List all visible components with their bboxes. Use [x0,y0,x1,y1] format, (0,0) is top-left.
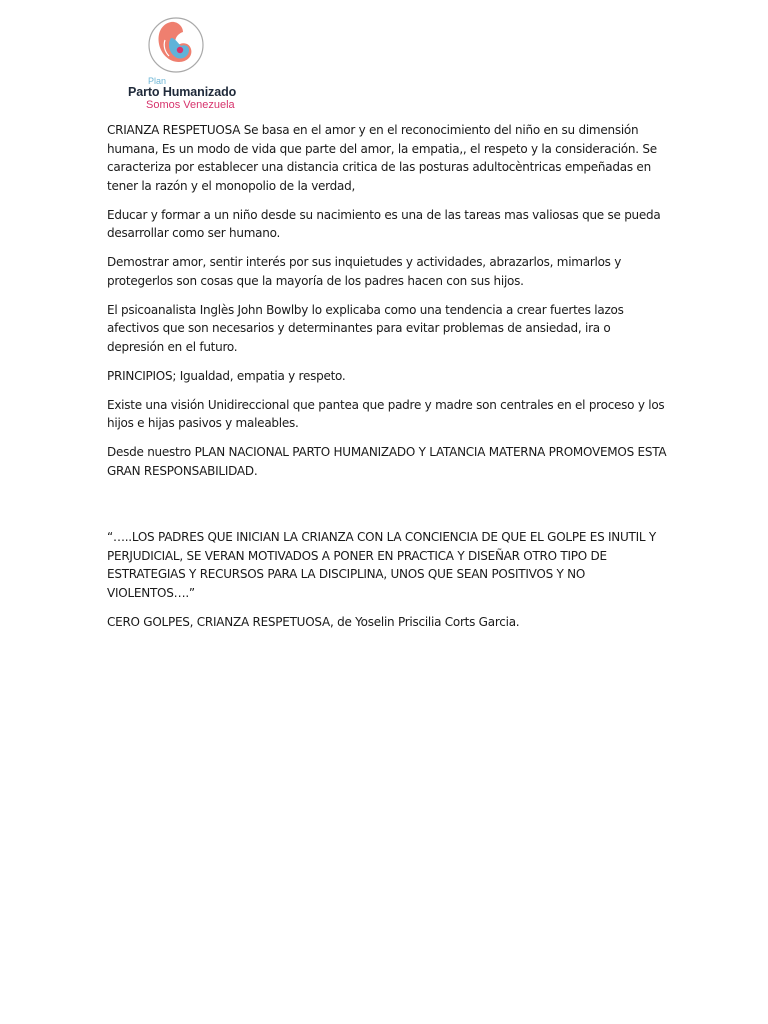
paragraph-vision-unidireccional: Existe una visión Unidireccional que pantea que padre y madre son centrales en el proceso y los hijos e hijas pasivos y maleables. [107,397,665,430]
paragraph-plan-nacional: Desde nuestro PLAN NACIONAL PARTO HUMANIZADO Y LATANCIA MATERNA PROMOVEMOS ESTA GRAN RESPONSABILIDAD. [107,445,667,478]
paragraph-principios: PRINCIPIOS; Igualdad, empatia y respeto. [107,368,346,383]
logo-title: Parto Humanizado [128,85,237,99]
logo-subtitle: Somos Venezuela [146,99,235,111]
mother-child-logo-icon [147,16,205,74]
paragraph-citation: CERO GOLPES, CRIANZA RESPETUOSA, de Yoselin Priscilia Corts Garcia. [107,614,520,629]
paragraph-educar: Educar y formar a un niño desde su nacimiento es una de las tareas mas valiosas que se pueda desarrollar como ser humano. [107,207,661,240]
logo-plan-label: Plan [148,76,167,86]
paragraph-quote: “…..LOS PADRES QUE INICIAN LA CRIANZA CON LA CONCIENCIA DE QUE EL GOLPE ES INUTIL Y PERJUDICIAL, SE VERAN MOTIVADOS A PONER EN PRACTICA Y DISEÑAR OTRO TIPO DE ESTRATEGIAS Y RECURSOS PARA LA DISCIPLINA, UNOS QUE SEAN POSITIVOS Y NO VIOLENTOS….” [107,530,657,600]
paragraph-crianza-respetuosa: CRIANZA RESPETUOSA Se basa en el amor y en el reconocimiento del niño en su dimensión humana, Es un modo de vida que parte del amor, la empatia,, el respeto y la consideración. Se caracteriza por establecer una distancia critica de las posturas adultocèntricas empeñadas en tener la razón y el monopolio de la verdad, [107,123,657,193]
paragraph-bowlby: El psicoanalista Inglès John Bowlby lo explicaba como una tendencia a crear fuertes lazos afectivos que son necesarios y determinantes para evitar problemas de ansiedad, ira o depresión en el futuro. [107,302,624,354]
paragraph-demostrar-amor: Demostrar amor, sentir interés por sus inquietudes y actividades, abrazarlos, mimarlos y protegerlos son cosas que la mayoría de los padres hacen con sus hijos. [107,255,622,288]
plan-parto-humanizado-logo [122,14,252,111]
document-body [107,121,667,642]
